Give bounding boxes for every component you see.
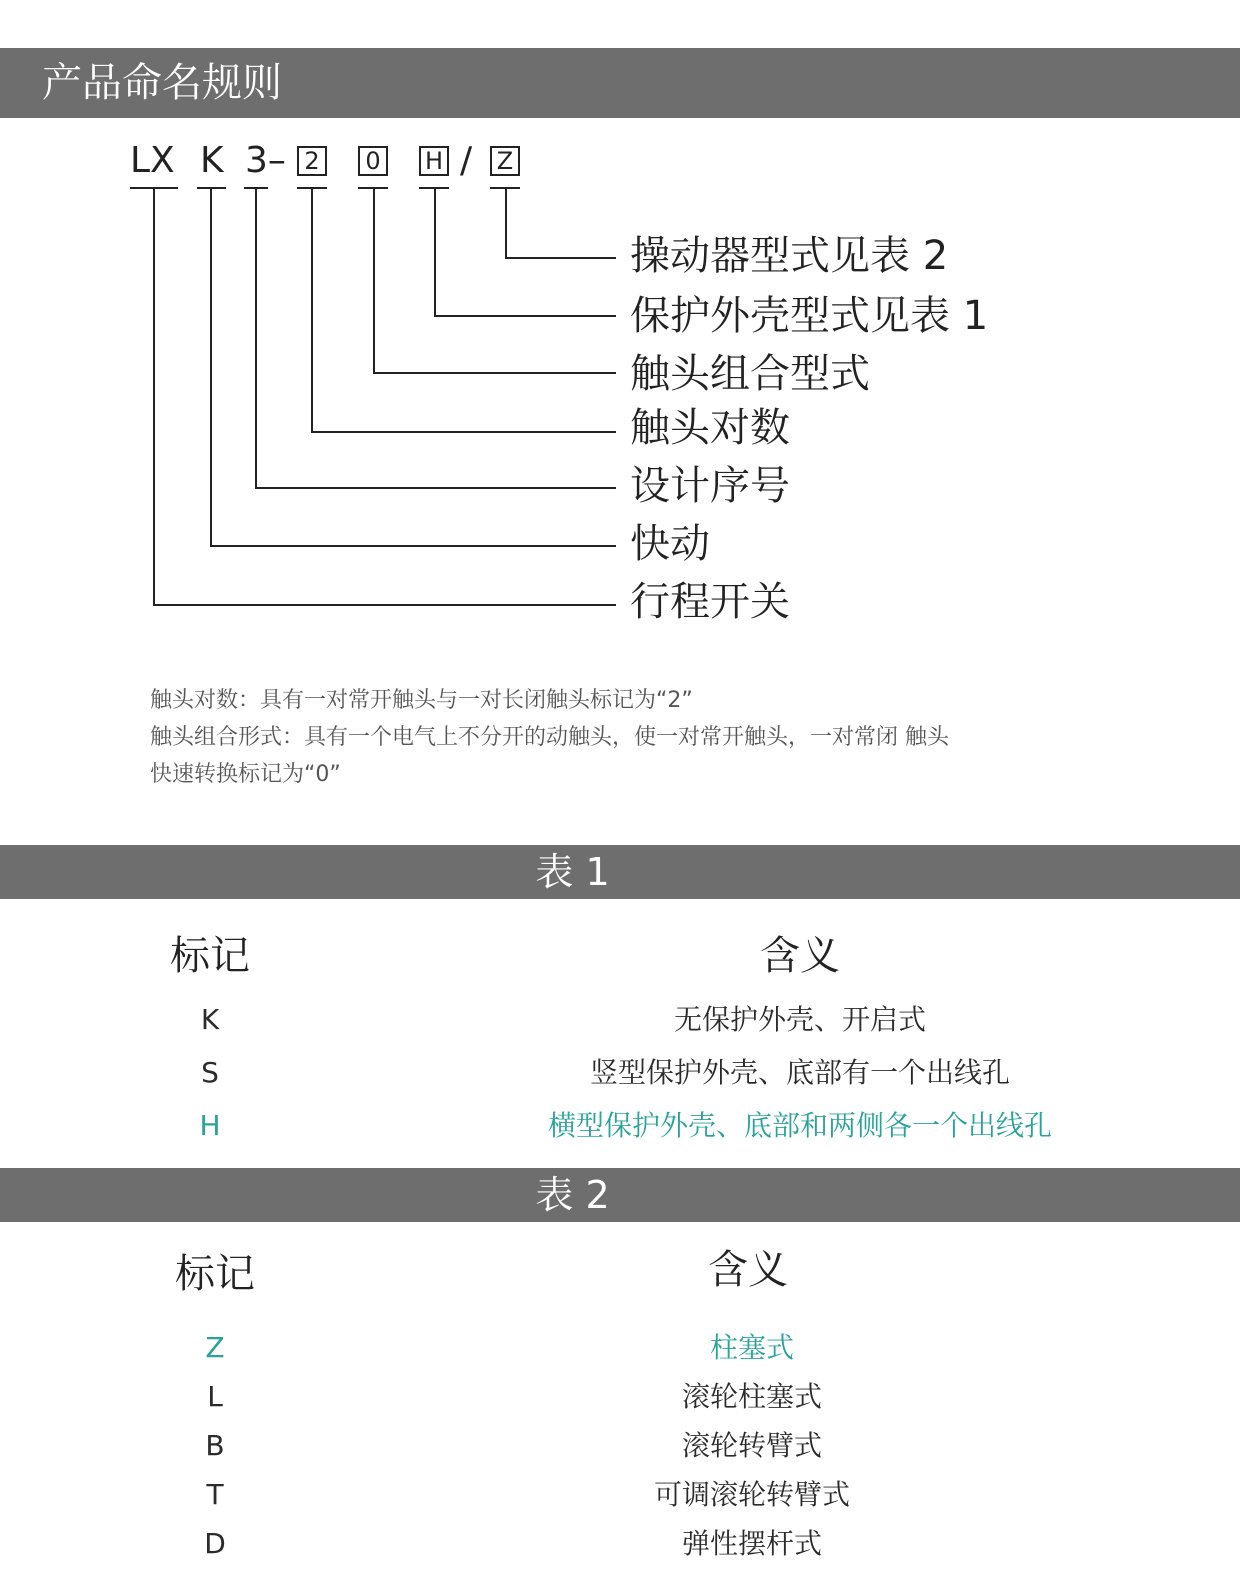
table2-col-meaning: 含义 bbox=[708, 1247, 788, 1293]
connector-actuator bbox=[506, 188, 616, 258]
code-box-combination: 0 bbox=[358, 146, 388, 176]
code-connector-lines bbox=[0, 0, 1240, 640]
note-line: 快速转换标记为“0” bbox=[150, 762, 341, 787]
table1-row-meaning: 横型保护外壳、底部和两侧各一个出线孔 bbox=[547, 1109, 1052, 1142]
code-series: 3– bbox=[245, 140, 286, 181]
table2-title: 表 2 bbox=[535, 1173, 610, 1217]
connector-k bbox=[211, 188, 616, 546]
table1-title: 表 1 bbox=[535, 850, 610, 894]
table2-row-meaning: 滚轮柱塞式 bbox=[681, 1380, 822, 1413]
table2-col-mark: 标记 bbox=[175, 1251, 255, 1297]
note-line: 触头组合形式：具有一个电气上不分开的动触头，使一对常开触头，一对常闭 触头 bbox=[150, 725, 949, 750]
code-box-housing: H bbox=[419, 146, 449, 176]
note-line: 触头对数：具有一对常开触头与一对长闭触头标记为“2” bbox=[150, 688, 693, 713]
table2-row-meaning: 可调滚轮转臂式 bbox=[653, 1478, 850, 1511]
table2-header bbox=[0, 1168, 1240, 1222]
connector-housing bbox=[435, 188, 616, 316]
table1-row-mark: H bbox=[199, 1109, 221, 1142]
legend-housing: 保护外壳型式见表 1 bbox=[630, 293, 989, 339]
code-slash: / bbox=[460, 140, 473, 181]
legend-quick-action: 快动 bbox=[630, 521, 710, 567]
table1-col-meaning: 含义 bbox=[760, 933, 840, 979]
legend-actuator: 操动器型式见表 2 bbox=[630, 233, 949, 279]
code-k: K bbox=[200, 140, 224, 181]
table1-row-meaning: 竖型保护外壳、底部有一个出线孔 bbox=[589, 1056, 1010, 1089]
section-title: 产品命名规则 bbox=[42, 60, 282, 106]
table2-row-mark: B bbox=[205, 1429, 225, 1462]
legend-travel-switch: 行程开关 bbox=[630, 579, 790, 625]
table2-row-mark: D bbox=[204, 1527, 226, 1560]
table2-row-meaning: 滚轮转臂式 bbox=[681, 1429, 822, 1462]
table2-row-meaning: 弹性摆杆式 bbox=[681, 1527, 822, 1560]
table1-row-meaning: 无保护外壳、开启式 bbox=[673, 1003, 926, 1036]
table1-row-mark: S bbox=[201, 1056, 219, 1089]
table2-row-mark: T bbox=[206, 1478, 224, 1511]
code-box-contacts: 2 bbox=[297, 146, 327, 176]
table1-col-mark: 标记 bbox=[170, 933, 250, 979]
notes bbox=[150, 682, 1110, 793]
connector-contacts bbox=[312, 188, 616, 432]
connector-prefix bbox=[154, 188, 616, 605]
table2-row-mark: Z bbox=[205, 1331, 225, 1364]
code-prefix: LX bbox=[130, 140, 175, 181]
legend-series: 设计序号 bbox=[630, 463, 790, 509]
code-box-actuator: Z bbox=[490, 146, 520, 176]
table2-row-meaning: 柱塞式 bbox=[709, 1331, 794, 1364]
table1-header bbox=[0, 845, 1240, 899]
table1-row-mark: K bbox=[200, 1003, 220, 1036]
table2-row-mark: L bbox=[207, 1380, 223, 1413]
legend-combination: 触头组合型式 bbox=[630, 351, 870, 397]
connector-combination bbox=[374, 188, 616, 373]
legend-contacts: 触头对数 bbox=[630, 405, 790, 451]
